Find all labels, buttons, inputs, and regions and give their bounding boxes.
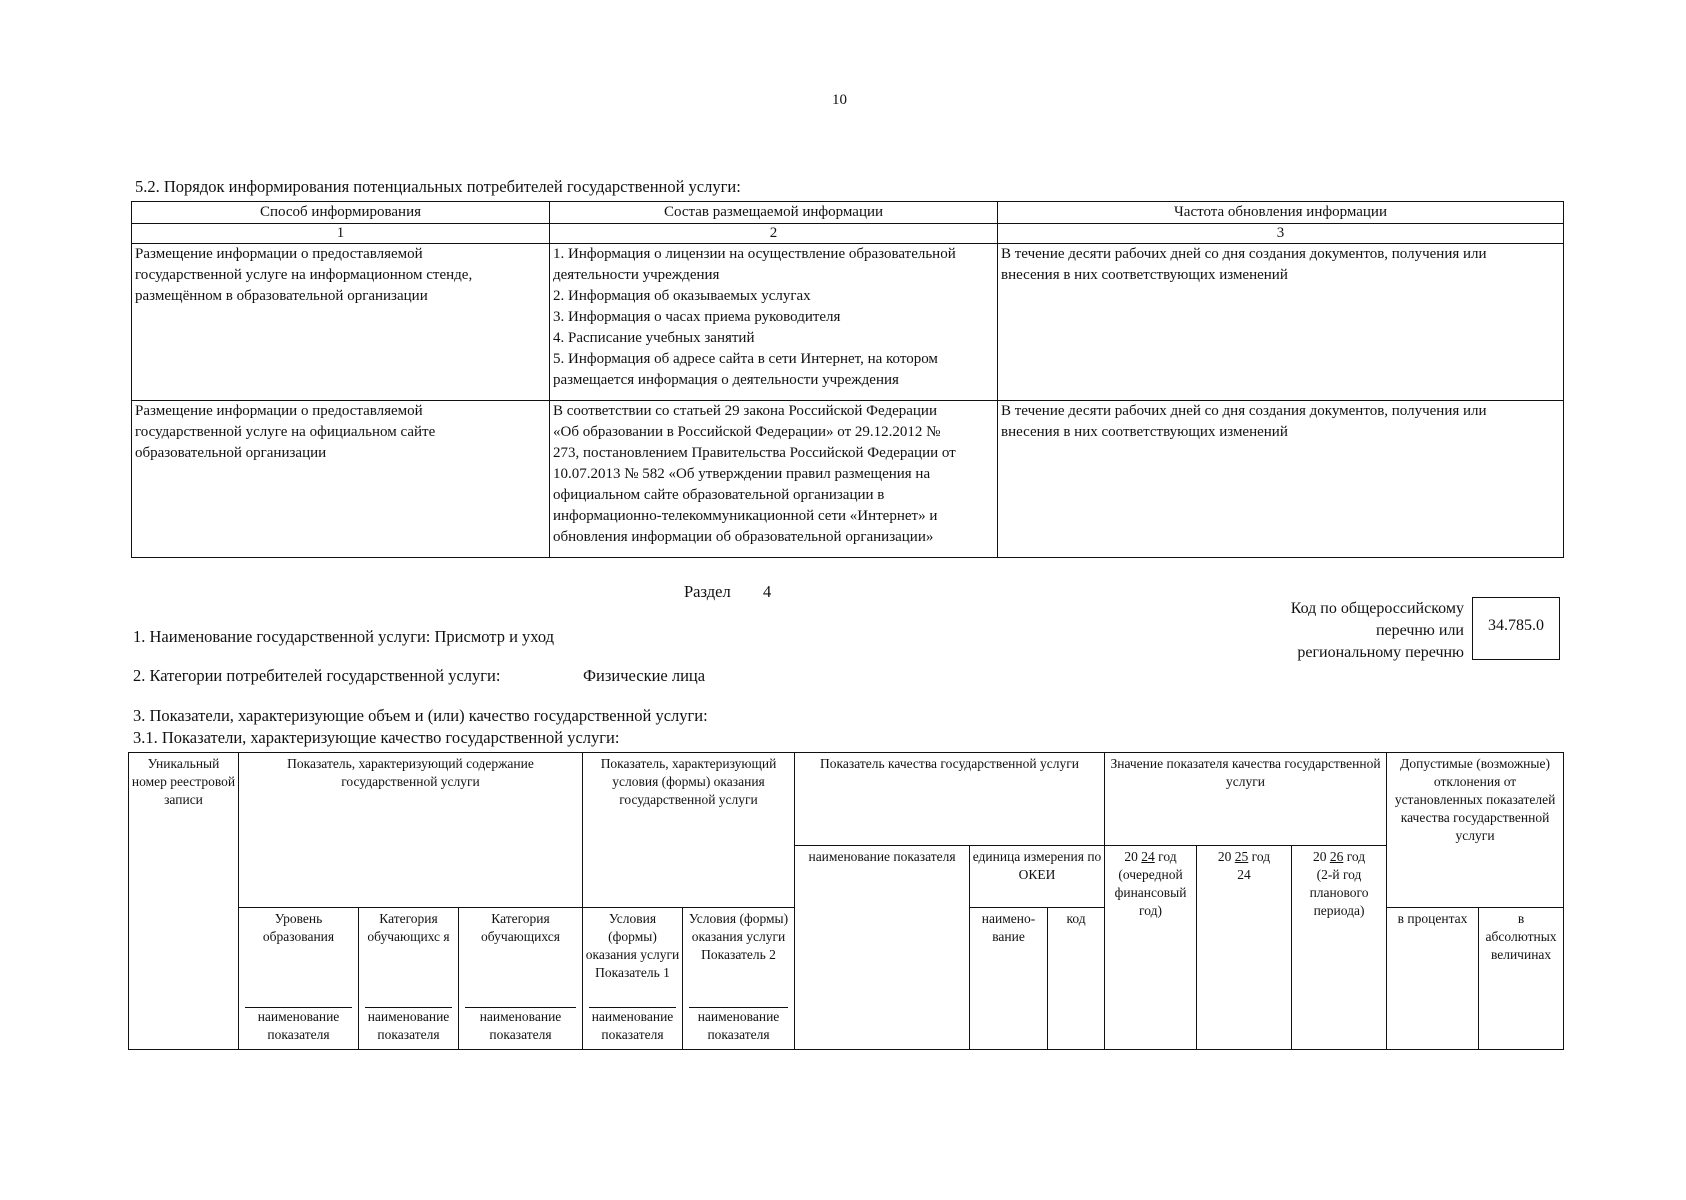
year-3-header: 20 26 год (2-й год планового периода) [1292,845,1387,1049]
col-quality-indicator: Показатель качества государственной услуги [795,753,1105,846]
consumer-category-label: 2. Категории потребителей государственной услуги: [133,666,501,685]
col-deviation: Допустимые (возможные) отклонения от установленных показателей качества государственной услуги [1387,753,1564,846]
col-conditions-indicator: Показатель, характеризующий условия (формы) оказания государственной услуги [583,753,795,846]
content-sub-2: Категория обучающихс я наименование показателя [359,907,459,1049]
deviation-absolute: в абсолютных величинах [1479,907,1564,1049]
conditions-sub-2: Условия (формы) оказания услуги Показатель 2 наименование показателя [683,907,795,1049]
content-sub-1: Уровень образования наименование показателя [239,907,359,1049]
row2-frequency: В течение десяти рабочих дней со дня создания документов, получения или внесения в них соответствующих изменений [998,401,1564,558]
unit-code: код [1048,907,1105,1049]
unit-okei: единица измерения по ОКЕИ [970,845,1105,907]
section-label: Раздел [684,582,731,601]
conditions-header-spacer [583,845,795,907]
col-indicator-value: Значение показателя качества государственной услуги [1105,753,1387,846]
code-value-box: 34.785.0 [1472,597,1560,660]
item-3-1-title: 3.1. Показатели, характеризующие качество государственной услуги: [133,728,620,747]
row2-content: В соответствии со статьей 29 закона Российской Федерации «Об образовании в Российской Федерации» от 29.12.2012 № 273, постановлением Правительства Российской Федерации от 10.07.2013 № 582 «Об утверждении правил размещения на официальном сайте образовательной организации в информационно-телекоммуникационной сети «Интернет» и обновления информации об образовательной организации» [550,401,998,558]
column-number-2: 2 [550,224,998,244]
unit-name: наимено-вание [970,907,1048,1049]
section-number: 4 [763,582,772,601]
content-sub-3: Категория обучающихся наименование показателя [459,907,583,1049]
year-2-header: 20 25 год 24 [1197,845,1292,1049]
quality-indicators-table [128,752,1564,1050]
col-content-indicator: Показатель, характеризующий содержание государственной услуги [239,753,583,846]
section-5-2-title: 5.2. Порядок информирования потенциальных потребителей государственной услуги: [135,177,741,196]
row2-method: Размещение информации о предоставляемой государственной услуге на официальном сайте образовательной организации [132,401,550,558]
conditions-sub-1: Условия (формы) оказания услуги Показатель 1 наименование показателя [583,907,683,1049]
service-name: 1. Наименование государственной услуги: Присмотр и уход [133,627,555,646]
header-frequency: Частота обновления информации [998,202,1564,224]
column-number-3: 3 [998,224,1564,244]
col-unique-number: Уникальный номер реестровой записи [129,753,239,1050]
row1-content: 1. Информация о лицензии на осуществление образовательной деятельности учреждения 2. Информация об оказываемых услугах 3. Информация о часах приема руководителя 4. Расписание учебных занятий 5. Информация об адресе сайта в сети Интернет, на котором размещается информация о деятельности учреждения [550,244,998,401]
quality-indicator-name: наименование показателя [795,845,970,1049]
year-1-header: 20 24 год (очередной финансовый год) [1105,845,1197,1049]
deviation-percent: в процентах [1387,907,1479,1049]
content-header-spacer [239,845,583,907]
page-number: 10 [832,92,847,108]
deviation-header-spacer [1387,845,1564,907]
item-3-title: 3. Показатели, характеризующие объем и (или) качество государственной услуги: [133,706,708,725]
code-label: Код по общероссийскому перечню или региональному перечню [1290,600,1464,661]
consumer-category-value: Физические лица [583,666,706,685]
header-content: Состав размещаемой информации [550,202,998,224]
header-method: Способ информирования [132,202,550,224]
information-order-table [131,201,1564,558]
column-number-1: 1 [132,224,550,244]
row1-frequency: В течение десяти рабочих дней со дня создания документов, получения или внесения в них соответствующих изменений [998,244,1564,401]
row1-method: Размещение информации о предоставляемой государственной услуге на информационном стенде, размещённом в образовательной организации [132,244,550,401]
